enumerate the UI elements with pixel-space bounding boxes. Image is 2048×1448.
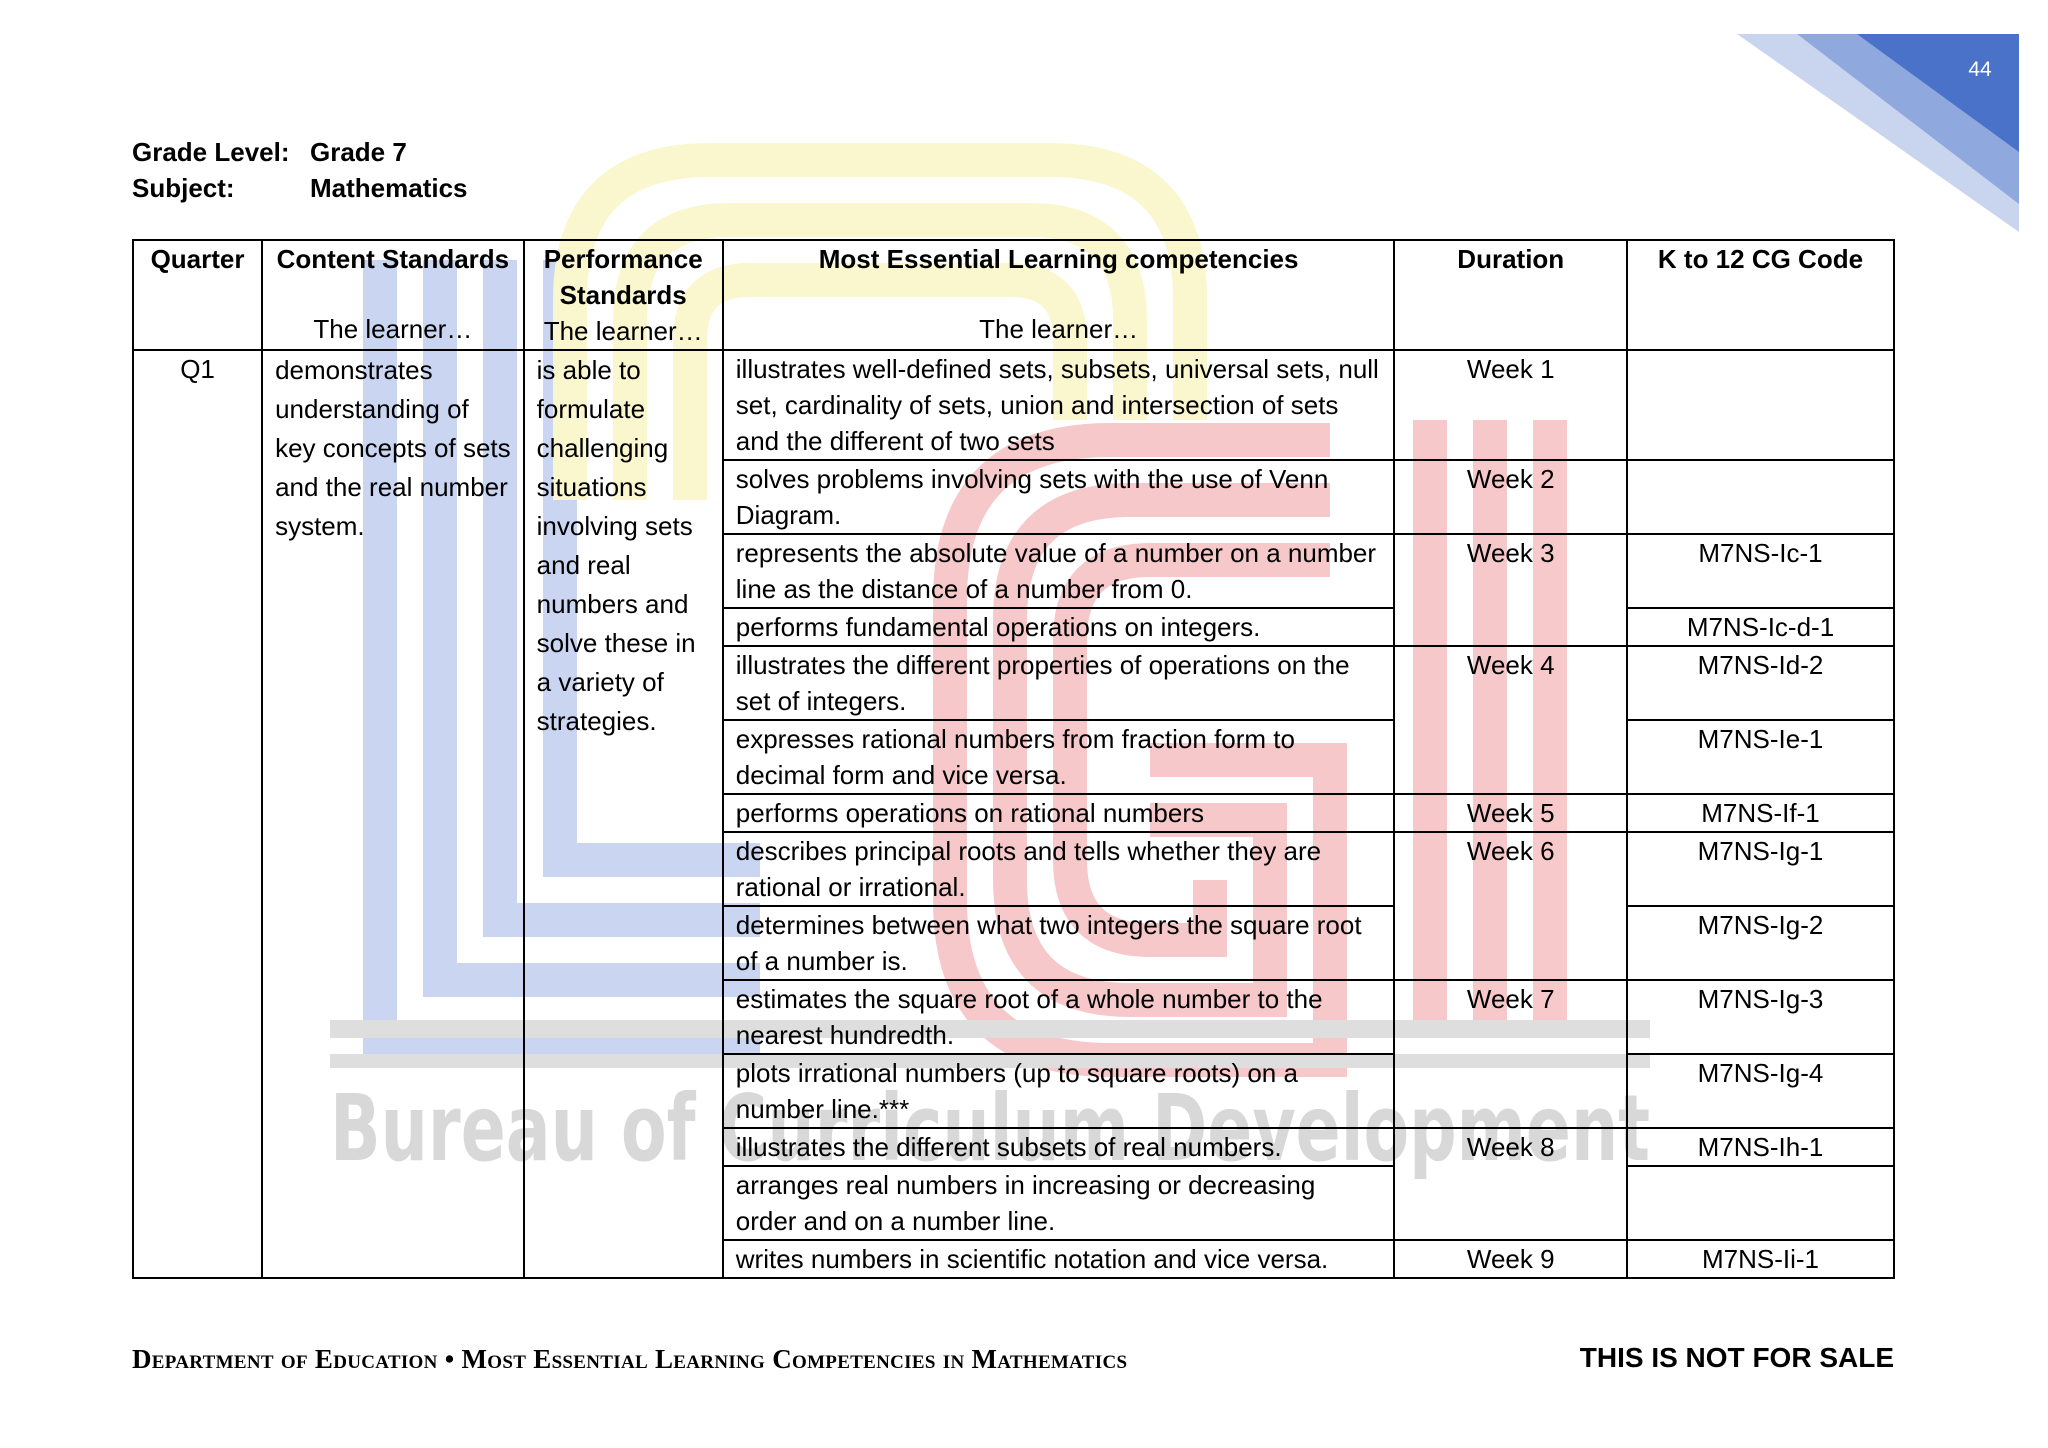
header-performance-standards: Performance Standards The learner… — [524, 240, 723, 350]
quarter-cell: Q1 — [133, 350, 262, 1278]
duration-cell: Week 5 — [1394, 794, 1627, 832]
code-cell: M7NS-Ii-1 — [1627, 1240, 1894, 1278]
melc-cell: performs operations on rational numbers — [723, 794, 1395, 832]
document-meta — [132, 134, 468, 206]
header-performance-sub: The learner… — [543, 316, 703, 346]
melc-cell: illustrates the different subsets of real numbers. — [723, 1128, 1395, 1166]
code-cell: M7NS-Ih-1 — [1627, 1128, 1894, 1166]
duration-cell: Week 4 — [1394, 646, 1627, 794]
header-melc-sub: The learner… — [979, 314, 1139, 344]
duration-cell: Week 3 — [1394, 534, 1627, 646]
footer-not-for-sale: THIS IS NOT FOR SALE — [1579, 1342, 1894, 1373]
duration-cell: Week 2 — [1394, 460, 1627, 534]
melc-cell: illustrates the different properties of operations on the set of integers. — [723, 646, 1395, 720]
duration-cell: Week 8 — [1394, 1128, 1627, 1240]
melc-cell: describes principal roots and tells whether they are rational or irrational. — [723, 832, 1395, 906]
content-standard-cell — [262, 350, 524, 1278]
header-melc: Most Essential Learning competencies The learner… — [723, 240, 1395, 350]
code-cell: M7NS-Ig-1 — [1627, 832, 1894, 906]
grade-level-value: Grade 7 — [310, 137, 407, 167]
duration-cell: Week 7 — [1394, 980, 1627, 1128]
code-cell: M7NS-Ig-4 — [1627, 1054, 1894, 1128]
performance-standard-text: is able to formulate challenging situations involving sets and real numbers and solve these in a variety of strategies. — [536, 355, 696, 736]
code-cell — [1627, 350, 1894, 460]
table-row — [133, 350, 1894, 460]
code-cell: M7NS-Ic-d-1 — [1627, 608, 1894, 646]
performance-standard-cell — [524, 350, 723, 1278]
melc-cell: arranges real numbers in increasing or decreasing order and on a number line. — [723, 1166, 1395, 1240]
header-content-sub: The learner… — [313, 314, 473, 344]
content-standard-text: demonstrates understanding of key concepts of sets and the real number system. — [275, 355, 511, 541]
code-cell: M7NS-Ig-3 — [1627, 980, 1894, 1054]
code-cell: M7NS-Ie-1 — [1627, 720, 1894, 794]
code-cell: M7NS-If-1 — [1627, 794, 1894, 832]
code-cell — [1627, 460, 1894, 534]
melc-cell: performs fundamental operations on integers. — [723, 608, 1395, 646]
melc-cell: estimates the square root of a whole number to the nearest hundredth. — [723, 980, 1395, 1054]
grade-level-label: Grade Level: — [132, 137, 290, 167]
duration-cell: Week 6 — [1394, 832, 1627, 980]
duration-cell: Week 9 — [1394, 1240, 1627, 1278]
footer-department: Department of Education • Most Essential Learning Competencies in Mathematics — [132, 1344, 1128, 1374]
duration-cell: Week 1 — [1394, 350, 1627, 460]
header-cg-code: K to 12 CG Code — [1627, 240, 1894, 350]
melc-cell: expresses rational numbers from fraction form to decimal form and vice versa. — [723, 720, 1395, 794]
code-cell: M7NS-Ic-1 — [1627, 534, 1894, 608]
subject-label: Subject: — [132, 173, 235, 203]
melc-cell: illustrates well-defined sets, subsets, universal sets, null set, cardinality of sets, union and intersection of sets and the different of two sets — [723, 350, 1395, 460]
code-cell: M7NS-Id-2 — [1627, 646, 1894, 720]
header-quarter: Quarter — [133, 240, 262, 350]
table-header-row — [133, 240, 1894, 350]
subject-value: Mathematics — [310, 173, 468, 203]
page-number: 44 — [1968, 58, 1992, 81]
melc-cell: determines between what two integers the square root of a number is. — [723, 906, 1395, 980]
header-content-standards: Content Standards The learner… — [262, 240, 524, 350]
melc-cell: writes numbers in scientific notation and vice versa. — [723, 1240, 1395, 1278]
code-cell: M7NS-Ig-2 — [1627, 906, 1894, 980]
melc-cell: solves problems involving sets with the use of Venn Diagram. — [723, 460, 1395, 534]
curriculum-table — [132, 239, 1895, 1279]
melc-cell: represents the absolute value of a number on a number line as the distance of a number from 0. — [723, 534, 1395, 608]
melc-cell: plots irrational numbers (up to square roots) on a number line.*** — [723, 1054, 1395, 1128]
header-duration: Duration — [1394, 240, 1627, 350]
code-cell — [1627, 1166, 1894, 1240]
watermark-text: Bureau of Curriculum Development — [330, 1075, 1650, 1182]
